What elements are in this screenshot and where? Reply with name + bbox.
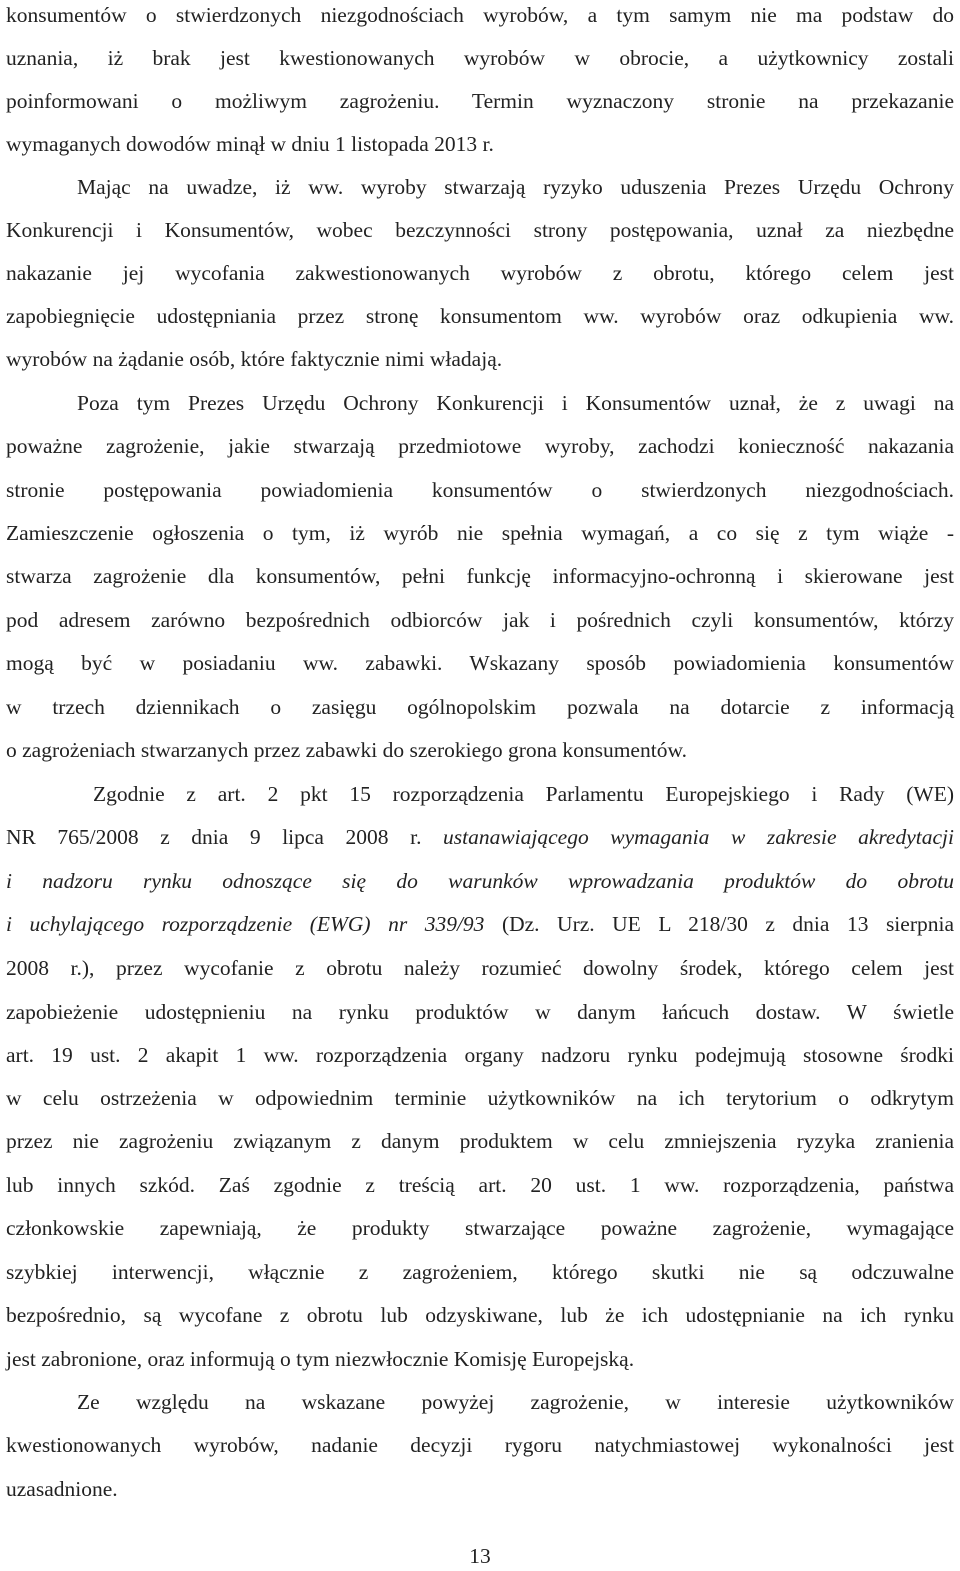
text-segment: przez nie zagrożeniu związanym z danym produktem w celu zmniejszenia ryzyka zranienia [6,1129,954,1153]
text-line [6,1170,954,1200]
text-line [6,1300,954,1330]
page-number: 13 [469,1544,491,1568]
text-segment: Mając na uwadze, iż ww. wyroby stwarzają ryzyko uduszenia Prezes Urzędu Ochrony [77,175,954,199]
text-line [6,909,954,939]
text-line [6,822,954,852]
text-segment: Zamieszczenie ogłoszenia o tym, iż wyrób nie spełnia wymagań, a co się z tym wiąże - [6,521,954,545]
text-segment: Ze względu na wskazane powyżej zagrożenie, w interesie użytkowników [77,1390,954,1414]
text-line [77,1387,954,1417]
text-line [6,431,954,461]
text-segment: o zagrożeniach stwarzanych przez zabawki do szerokiego grona konsumentów. [6,738,687,762]
text-segment: w trzech dziennikach o zasięgu ogólnopolskim pozwala na dotarcie z informacją [6,695,954,719]
text-line [77,388,954,418]
text-segment: poważne zagrożenie, jakie stwarzają przedmiotowe wyroby, zachodzi konieczność nakazania [6,434,954,458]
text-line [6,0,954,30]
text-line [6,1430,954,1460]
text-line [6,475,954,505]
text-line [6,735,687,765]
text-line [6,953,954,983]
text-segment: poinformowani o możliwym zagrożeniu. Termin wyznaczony stronie na przekazanie [6,89,954,113]
text-segment: 2008 r.), przez wycofanie z obrotu należy rozumieć dowolny środek, którego celem jest [6,956,954,980]
text-line [6,561,954,591]
text-line [6,997,954,1027]
text-segment: pod adresem zarówno bezpośrednich odbiorców jak i pośrednich czyli konsumentów, którzy [6,608,954,632]
text-line [6,215,954,245]
text-line [6,129,494,159]
text-line [77,172,954,202]
text-segment: uznania, iż brak jest kwestionowanych wyrobów w obrocie, a użytkownicy zostali [6,46,954,70]
italic-text: ustanawiającego wymagania w zakresie akredytacji [443,825,954,849]
text-segment: zapobieżenie udostępnieniu na rynku produktów w danym łańcuch dostaw. W świetle [6,1000,954,1024]
text-segment: wymaganych dowodów minął w dniu 1 listopada 2013 r. [6,132,494,156]
text-line [6,1344,634,1374]
text-segment: w celu ostrzeżenia w odpowiednim terminie użytkowników na ich terytorium o odkrytym [6,1086,954,1110]
text-line [6,692,954,722]
text-segment: uzasadnione. [6,1477,118,1501]
italic-text: i uchylającego rozporządzenie (EWG) nr 339/93 [6,912,485,936]
text-line [6,866,954,896]
text-segment: członkowskie zapewniają, że produkty stwarzające poważne zagrożenie, wymagające [6,1216,954,1240]
text-line [6,605,954,635]
text-line [6,518,954,548]
text-segment: szybkiej interwencji, włącznie z zagrożeniem, którego skutki nie są odczuwalne [6,1260,954,1284]
text-segment: wyrobów na żądanie osób, które faktycznie nimi władają. [6,347,503,371]
text-segment: konsumentów o stwierdzonych niezgodnościach wyrobów, a tym samym nie ma podstaw do [6,3,954,27]
text-segment: NR 765/2008 z dnia 9 lipca 2008 r. [6,825,443,849]
italic-text: i nadzoru rynku odnoszące się do warunków wprowadzania produktów do obrotu [6,869,954,893]
text-line [6,86,954,116]
text-segment: lub innych szkód. Zaś zgodnie z treścią art. 20 ust. 1 ww. rozporządzenia, państwa [6,1173,954,1197]
text-segment: mogą być w posiadaniu ww. zabawki. Wskazany sposób powiadomienia konsumentów [6,651,954,675]
text-line [6,1126,954,1156]
text-segment: kwestionowanych wyrobów, nadanie decyzji rygoru natychmiastowej wykonalności jest [6,1433,954,1457]
text-segment: stwarza zagrożenie dla konsumentów, pełni funkcję informacyjno-ochronną i skierowane jest [6,564,954,588]
text-segment: stronie postępowania powiadomienia konsumentów o stwierdzonych niezgodnościach. [6,478,954,502]
text-line [6,1040,954,1070]
text-line [6,1257,954,1287]
text-segment: Konkurencji i Konsumentów, wobec bezczynności strony postępowania, uznał za niezbędne [6,218,954,242]
text-segment: art. 19 ust. 2 akapit 1 ww. rozporządzenia organy nadzoru rynku podejmują stosowne środki [6,1043,954,1067]
text-line [6,301,954,331]
text-line [6,43,954,73]
text-segment: nakazanie jej wycofania zakwestionowanych wyrobów z obrotu, którego celem jest [6,261,954,285]
text-segment: jest zabronione, oraz informują o tym niezwłocznie Komisję Europejską. [6,1347,635,1371]
text-line [6,1083,954,1113]
text-segment: (Dz. Urz. UE L 218/30 z dnia 13 sierpnia [484,912,955,936]
text-line [6,1213,954,1243]
text-segment: Poza tym Prezes Urzędu Ochrony Konkurencji i Konsumentów uznał, że z uwagi na [77,391,954,415]
text-segment: Zgodnie z art. 2 pkt 15 rozporządzenia Parlamentu Europejskiego i Rady (WE) [93,782,954,806]
text-line [6,344,502,374]
text-line [93,779,954,809]
text-segment: bezpośrednio, są wycofane z obrotu lub odzyskiwane, lub że ich udostępnianie na ich rynku [6,1303,954,1327]
text-line [6,258,954,288]
text-line [6,648,954,678]
text-line [6,1474,118,1504]
text-segment: zapobiegnięcie udostępniania przez stronę konsumentom ww. wyrobów oraz odkupienia ww. [6,304,954,328]
